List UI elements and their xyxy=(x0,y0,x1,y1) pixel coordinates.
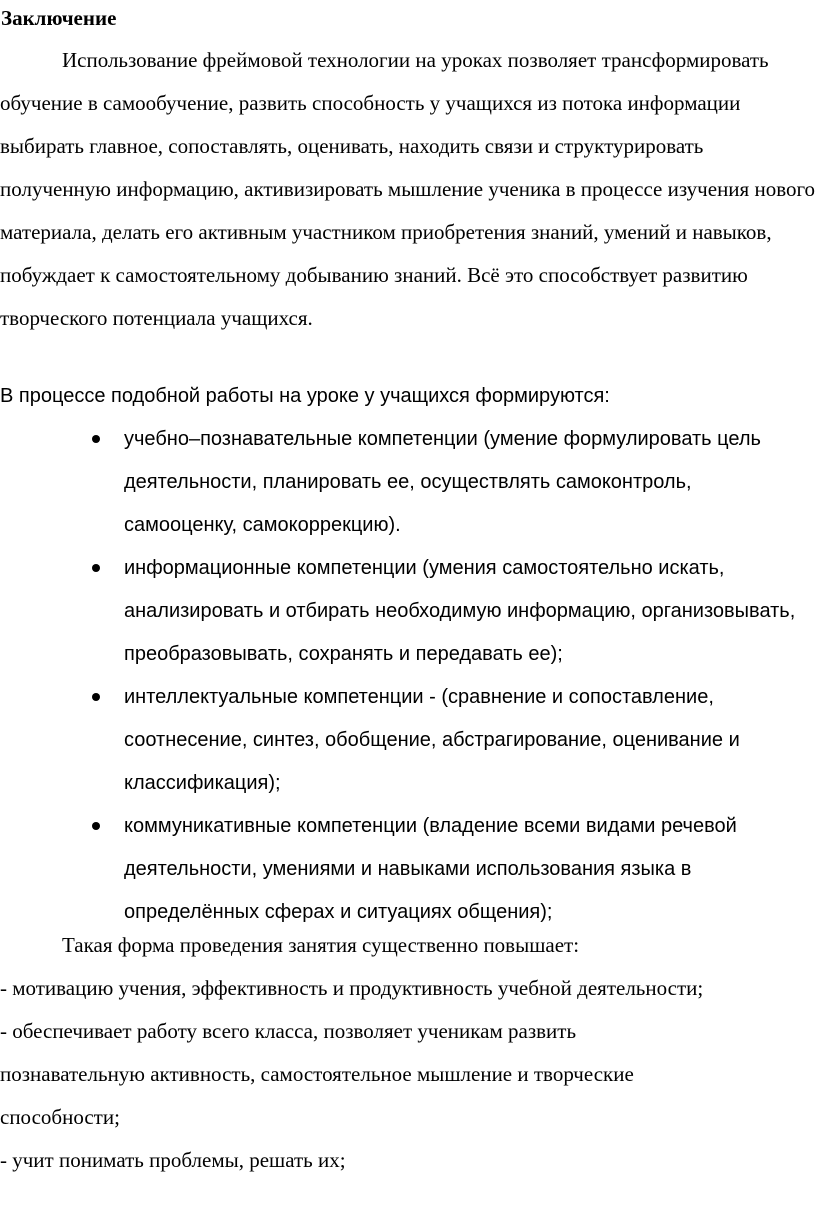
list-item xyxy=(0,805,816,934)
list-item-text: учебно–познавательные компетенции (умение формулировать цель деятельности, планировать ее, осуществлять самоконтроль, самооценку, самокоррекцию). xyxy=(124,428,761,536)
list-item xyxy=(0,418,816,547)
list-item: - мотивацию учения, эффективность и продуктивность учебной деятельности; xyxy=(0,976,704,1000)
bullet-icon xyxy=(92,564,100,572)
list-item xyxy=(0,547,816,676)
list-item xyxy=(0,676,816,805)
benefits-list xyxy=(0,967,816,1182)
list-item-text: коммуникативные компетенции (владение всеми видами речевой деятельности, умениями и навыками использования языка в определённых сферах и ситуациях общения); xyxy=(124,815,737,923)
bullet-icon xyxy=(92,693,100,701)
benefits-intro: Такая форма проведения занятия существенно повышает: xyxy=(62,933,580,957)
conclusion-paragraph: Использование фреймовой технологии на уроках позволяет трансформировать обучение в самообучение, развить способность у учащихся из потока информации выбирать главное, сопоставлять, оценивать, находить связи и структурировать полученную информацию, активизировать мышление ученика в процессе изучения нового материала, делать его активным участником приобретения знаний, умений и навыков, побуждает к самостоятельному добыванию знаний. Всё это способствует развитию творческого потенциала учащихся. xyxy=(0,48,816,330)
list-item: - обеспечивает работу всего класса, позволяет ученикам развить познавательную активность, самостоятельное мышление и творческие способности; xyxy=(0,1019,634,1129)
bullet-icon xyxy=(92,435,100,443)
bullet-icon xyxy=(92,822,100,830)
competencies-intro: В процессе подобной работы на уроке у учащихся формируются: xyxy=(0,385,610,407)
list-item-text: информационные компетенции (умения самостоятельно искать, анализировать и отбирать необходимую информацию, организовывать, преобразовывать, сохранять и передавать ее); xyxy=(124,557,796,665)
section-title: Заключение xyxy=(1,6,117,30)
list-item: - учит понимать проблемы, решать их; xyxy=(0,1148,346,1172)
list-item-text: интеллектуальные компетенции - (сравнение и сопоставление, соотнесение, синтез, обобщение, абстрагирование, оценивание и классификация); xyxy=(124,686,740,794)
competencies-list xyxy=(0,418,816,934)
